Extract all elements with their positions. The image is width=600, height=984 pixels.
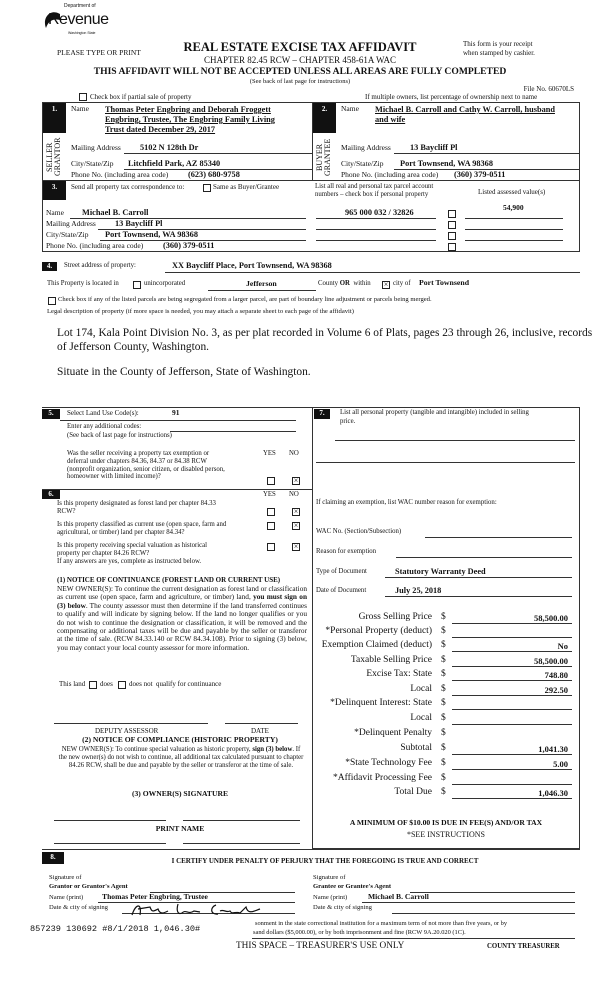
document-date-value[interactable]: July 25, 2018 bbox=[395, 586, 442, 595]
buyer-name-label: Name bbox=[341, 104, 359, 113]
grantee-signature-label: Signature of bbox=[313, 874, 346, 881]
fin-label: *Delinquent Interest: State bbox=[330, 698, 432, 708]
assessed-value[interactable]: 54,900 bbox=[503, 203, 524, 212]
multiple-owners-note: If multiple owners, list percentage of ownership next to name bbox=[365, 93, 538, 101]
fin-value-input[interactable]: No bbox=[452, 641, 572, 652]
logo-sub-text: Washington State bbox=[68, 31, 96, 35]
owner-signature-label: (3) OWNER(S) SIGNATURE bbox=[131, 789, 229, 798]
seller-phone[interactable]: (623) 680-9758 bbox=[188, 170, 240, 179]
revenue-logo bbox=[42, 3, 109, 38]
receipt-note-2: when stamped by cashier. bbox=[463, 49, 535, 57]
dollar-sign: $ bbox=[441, 640, 446, 650]
fin-label: Taxable Selling Price bbox=[350, 655, 432, 665]
forest-no-checkbox[interactable]: × bbox=[293, 507, 299, 516]
dollar-sign: $ bbox=[441, 713, 446, 723]
divider bbox=[124, 153, 312, 154]
buyer-phone-label: Phone No. (including area code) bbox=[341, 170, 439, 179]
seller-name-line-2[interactable]: Engbring, Trustee, The Engbring Family Living bbox=[105, 115, 275, 124]
yes-header: YES bbox=[263, 450, 276, 457]
qualifies-does-not-checkbox[interactable] bbox=[118, 681, 126, 689]
parcel-header-2: numbers – check box if personal property bbox=[315, 191, 429, 198]
partial-sale-label: Check box if partial sale of property bbox=[90, 93, 192, 101]
print-name-line-2[interactable] bbox=[183, 843, 300, 844]
see-instructions-note: *SEE INSTRUCTIONS bbox=[406, 830, 485, 839]
county-or-label: County OR within bbox=[318, 280, 371, 287]
additional-codes-label: Enter any additional codes: bbox=[67, 423, 142, 430]
tax-correspondence-name[interactable]: Michael B. Carroll bbox=[82, 208, 149, 217]
section-6-number: 6. bbox=[42, 490, 60, 499]
dollar-sign: $ bbox=[441, 626, 446, 636]
section-8-number: 8. bbox=[42, 852, 64, 864]
fin-label: Subtotal bbox=[400, 743, 432, 753]
unincorporated-label: unincorporated bbox=[144, 280, 186, 287]
no-header: NO bbox=[289, 450, 299, 457]
street-address-label: Street address of property: bbox=[64, 262, 136, 269]
print-name-line-1[interactable] bbox=[54, 843, 166, 844]
fin-label: Excise Tax: State bbox=[366, 669, 432, 679]
located-label: This Property is located in bbox=[47, 280, 119, 287]
county-value[interactable]: Jefferson bbox=[246, 279, 277, 288]
grantor-handwritten-signature bbox=[128, 901, 268, 919]
historical-yes-checkbox[interactable] bbox=[267, 543, 275, 551]
fin-label: *Personal Property (deduct) bbox=[325, 626, 432, 636]
assessor-date-label: DATE bbox=[251, 727, 269, 735]
see-back-note: (See back of last page for instructions) bbox=[249, 78, 351, 85]
legal-description-line-1[interactable]: Lot 174, Kala Point Division No. 3, as per plat recorded in Volume 6 of Plats, pages 23 through 26, inclusive, records bbox=[57, 327, 593, 339]
tax-mailing-address[interactable]: 13 Baycliff Pl bbox=[115, 219, 163, 228]
dollar-sign: $ bbox=[441, 655, 446, 665]
personal-property-checkbox-1[interactable] bbox=[448, 210, 456, 218]
dollar-sign: $ bbox=[441, 758, 446, 768]
form-chapter: CHAPTER 82.45 RCW – CHAPTER 458-61A WAC bbox=[204, 55, 396, 65]
dollar-sign: $ bbox=[441, 612, 446, 622]
assessed-header: Listed assessed value(s) bbox=[478, 188, 546, 196]
exemption-yes-checkbox[interactable] bbox=[267, 477, 275, 485]
forest-land-question: Is this property designated as forest land per chapter 84.33 RCW? bbox=[57, 500, 216, 515]
partial-sale-checkbox[interactable] bbox=[79, 93, 87, 101]
divider bbox=[252, 938, 575, 939]
same-as-buyer-label: Same as Buyer/Grantee bbox=[213, 183, 280, 191]
dollar-sign: $ bbox=[441, 698, 446, 708]
current-use-no-checkbox[interactable]: × bbox=[293, 521, 299, 530]
buyer-name-line-1[interactable]: Michael B. Carroll and Cathy W. Carroll, husband bbox=[375, 105, 555, 114]
seller-city-state-zip[interactable]: Litchfield Park, AZ 85340 bbox=[128, 159, 221, 168]
section-1-number: 1. bbox=[43, 103, 66, 133]
historical-no-checkbox[interactable]: × bbox=[293, 542, 299, 551]
yes-header: YES bbox=[263, 491, 276, 498]
section-7-number: 7. bbox=[314, 409, 330, 419]
grantor-signature-label: Signature of bbox=[49, 874, 82, 881]
file-number: File No. 60670LS bbox=[523, 85, 574, 93]
fin-label: Gross Selling Price bbox=[358, 612, 432, 622]
tax-name-label: Name bbox=[46, 208, 64, 217]
seller-name-line-3[interactable]: Trust dated December 29, 2017 bbox=[105, 125, 216, 134]
parcel-number[interactable]: 965 000 032 / 32826 bbox=[345, 208, 414, 217]
grantee-printed-name[interactable]: Michael B. Carroll bbox=[368, 892, 429, 901]
notice-compliance-title: (2) NOTICE OF COMPLIANCE (HISTORIC PROPERTY) bbox=[82, 735, 278, 744]
grantee-name-print-label: Name (print) bbox=[313, 894, 348, 901]
buyer-name-line-2[interactable]: and wife bbox=[375, 115, 406, 124]
owner-signature-line-1[interactable] bbox=[54, 820, 166, 821]
divider bbox=[60, 420, 296, 421]
buyer-phone[interactable]: (360) 379-0511 bbox=[454, 170, 506, 179]
current-use-question: Is this property classified as current use (open space, farm and agricultural, or timber) land per chapter 84.34? bbox=[57, 521, 227, 536]
grantor-date-city-label: Date & city of signing bbox=[49, 904, 108, 911]
dollar-sign: $ bbox=[441, 787, 446, 797]
seller-mail-label: Mailing Address bbox=[71, 143, 121, 152]
land-use-label: Select Land Use Code(s): bbox=[67, 409, 139, 417]
legal-description-line-2[interactable]: of Jefferson County, Washington. bbox=[57, 341, 209, 353]
fin-value-input[interactable]: 5.00 bbox=[452, 759, 572, 770]
fin-label: Local bbox=[410, 713, 432, 723]
notice-continuance-text: NEW OWNER(S): To continue the current designation as forest land or classification as current use (open space, farm and agriculture, or timber) land, you must sign on (3) below. The county assessor must then determine if the land transferred continues to qualify and will indicate by signing below. If the land no longer qualifies or you do not wish to continue the designation or classification, it will be removed and the compensating or additional taxes will be due and payable by the seller or transferor at the time of sale. (RCW 84.33.140 or RCW 84.34.108). Prior to signing (3) below, you may contact your local county assessor for more information. bbox=[57, 584, 307, 652]
receipt-note-1: This form is your receipt bbox=[463, 40, 533, 48]
send-to-label: Send all property tax correspondence to: bbox=[71, 183, 185, 191]
city-value[interactable]: Port Townsend bbox=[419, 278, 470, 287]
fin-value-input[interactable]: 58,500.00 bbox=[452, 656, 572, 667]
fin-label: *Affidavit Processing Fee bbox=[332, 773, 432, 783]
form-title: REAL ESTATE EXCISE TAX AFFIDAVIT bbox=[183, 40, 417, 54]
fin-value-input[interactable] bbox=[452, 714, 572, 725]
no-header: NO bbox=[289, 491, 299, 498]
does-label: does bbox=[100, 680, 113, 688]
personal-property-label-2: price. bbox=[340, 418, 356, 425]
qualifies-does-checkbox[interactable] bbox=[89, 681, 97, 689]
buyer-mailing-address[interactable]: 13 Baycliff Pl bbox=[410, 143, 458, 152]
land-use-code[interactable]: 91 bbox=[172, 408, 180, 417]
personal-property-line-1[interactable] bbox=[335, 440, 575, 441]
minimum-due-note: A MINIMUM OF $10.00 IS DUE IN FEE(S) AND/OR TAX bbox=[349, 818, 543, 827]
tax-phone-label: Phone No. (including area code) bbox=[46, 241, 144, 250]
perjury-note-line-1: sonment in the state correctional institution for a maximum term of not more than five years, or by bbox=[255, 920, 508, 927]
fin-value-input[interactable]: 292.50 bbox=[452, 685, 572, 696]
fin-value-input[interactable] bbox=[452, 699, 572, 710]
within-city-checkbox[interactable]: × bbox=[383, 280, 389, 289]
tax-phone[interactable]: (360) 379-0511 bbox=[163, 241, 215, 250]
unincorporated-checkbox[interactable] bbox=[133, 281, 141, 289]
dollar-sign: $ bbox=[441, 773, 446, 783]
wac-label: WAC No. (Section/Subsection) bbox=[316, 528, 402, 535]
divider bbox=[579, 407, 580, 848]
fin-value-input[interactable]: 748.80 bbox=[452, 670, 572, 681]
buyer-city-label: City/State/Zip bbox=[341, 159, 384, 168]
exemption-header: If claiming an exemption, list WAC number reason for exemption: bbox=[316, 499, 497, 506]
grantee-date-city-line[interactable] bbox=[392, 913, 575, 914]
county-treasurer-label: COUNTY TREASURER bbox=[487, 943, 560, 950]
city-of-label: city of bbox=[393, 280, 411, 287]
exemption-no-checkbox[interactable]: × bbox=[293, 476, 299, 485]
see-back-label: (See back of last page for instructions) bbox=[67, 432, 172, 439]
section-2-number: 2. bbox=[313, 103, 336, 133]
grantor-printed-name[interactable]: Thomas Peter Engbring, Trustee bbox=[102, 892, 208, 901]
legal-description-line-3[interactable]: Situate in the County of Jefferson, State of Washington. bbox=[57, 366, 311, 378]
exemption-reason-input[interactable] bbox=[396, 557, 572, 558]
section-4-number: 4. bbox=[42, 262, 57, 271]
divider bbox=[385, 596, 572, 597]
dollar-sign: $ bbox=[441, 684, 446, 694]
assessor-date-line[interactable] bbox=[225, 723, 298, 724]
document-type-label: Type of Document bbox=[316, 568, 367, 575]
tax-mail-label: Mailing Address bbox=[46, 219, 96, 228]
dollar-sign: $ bbox=[441, 743, 446, 753]
forest-yes-checkbox[interactable] bbox=[267, 508, 275, 516]
personal-property-line-2[interactable] bbox=[316, 462, 575, 463]
exemption-question: Was the seller receiving a property tax exemption or deferral under chapters 84.36, 84.37 or 84.38 RCW (nonprofit organization, senior citizen, or disabled person, homeowner with limited income)? bbox=[67, 450, 225, 481]
fin-label: Total Due bbox=[394, 787, 432, 797]
dollar-sign: $ bbox=[441, 728, 446, 738]
grantor-name-print-label: Name (print) bbox=[49, 894, 84, 901]
same-as-buyer-checkbox[interactable] bbox=[203, 184, 211, 192]
document-date-label: Date of Document bbox=[316, 587, 367, 594]
seller-phone-label: Phone No. (including area code) bbox=[71, 170, 169, 179]
additional-codes-input[interactable] bbox=[170, 431, 296, 432]
divider bbox=[42, 407, 580, 408]
grantee-agent-label: Grantee or Grantee's Agent bbox=[313, 883, 392, 890]
dollar-sign: $ bbox=[441, 669, 446, 679]
fin-label: Exemption Claimed (deduct) bbox=[321, 640, 432, 650]
section-5-number: 5. bbox=[42, 409, 60, 419]
logo-top-text: Department of bbox=[64, 3, 96, 9]
divider bbox=[394, 153, 580, 154]
personal-property-checkbox-2[interactable] bbox=[448, 221, 456, 229]
divider bbox=[312, 407, 313, 848]
divider bbox=[165, 272, 580, 273]
grantee-signature-line[interactable] bbox=[410, 892, 575, 893]
perjury-certification: I CERTIFY UNDER PENALTY OF PERJURY THAT THE FOREGOING IS TRUE AND CORRECT bbox=[171, 857, 479, 865]
notice-compliance-text: NEW OWNER(S): To continue special valuation as historic property, sign (3) below. If the new owner(s) do not wish to continue, all additional tax calculated pursuant to chapter 84.26 RCW, shall be due and payable by the seller or transferor at the time of sale. bbox=[58, 746, 304, 769]
segregated-checkbox[interactable] bbox=[48, 297, 56, 305]
fin-label: *State Technology Fee bbox=[345, 758, 432, 768]
divider bbox=[42, 180, 580, 181]
fin-value-input[interactable]: 1,046.30 bbox=[452, 788, 572, 799]
legal-description-label: Legal description of property (if more space is needed, you may attach a separate sheet to each page of the affidavit) bbox=[47, 308, 354, 315]
document-type-value[interactable]: Statutory Warranty Deed bbox=[395, 567, 486, 576]
divider bbox=[42, 849, 580, 850]
fin-value-input[interactable] bbox=[452, 627, 572, 638]
tax-city-label: City/State/Zip bbox=[46, 230, 89, 239]
grantor-agent-label: Grantor or Grantor's Agent bbox=[49, 883, 128, 890]
section-3-number: 3. bbox=[43, 181, 66, 200]
buyer-mail-label: Mailing Address bbox=[341, 143, 391, 152]
seller-name-line-1[interactable]: Thomas Peter Engbring and Deborah Froggett bbox=[105, 105, 271, 114]
reason-label: Reason for exemption bbox=[316, 548, 377, 555]
personal-property-label: List all personal property (tangible and intangible) included in selling bbox=[340, 409, 529, 416]
seller-mailing-address[interactable]: 5102 N 128th Dr bbox=[140, 143, 199, 152]
logo-main-text: Revenue bbox=[48, 11, 109, 28]
tax-city-state-zip[interactable]: Port Townsend, WA 98368 bbox=[105, 230, 198, 239]
divider bbox=[70, 218, 306, 219]
print-name-label: PRINT NAME bbox=[155, 824, 205, 833]
parcel-header: List all real and personal tax parcel account bbox=[315, 183, 434, 190]
owner-signature-line-2[interactable] bbox=[183, 820, 300, 821]
type-or-print-note: PLEASE TYPE OR PRINT bbox=[57, 48, 141, 57]
segregated-label: Check box if any of the listed parcels are being segregated from a larger parcel, are part of boundary line adjustment or parcels being merged. bbox=[58, 296, 432, 303]
personal-property-checkbox-3[interactable] bbox=[448, 232, 456, 240]
seller-name-label: Name bbox=[71, 104, 89, 113]
seller-grantor-label: SELLER GRANTOR bbox=[45, 137, 62, 177]
current-use-yes-checkbox[interactable] bbox=[267, 522, 275, 530]
fin-label: *Delinquent Penalty bbox=[354, 728, 432, 738]
fin-label: Local bbox=[410, 684, 432, 694]
grantee-date-city-label: Date & city of signing bbox=[313, 904, 372, 911]
seller-city-label: City/State/Zip bbox=[71, 159, 114, 168]
buyer-grantee-label: BUYER GRANTEE bbox=[315, 138, 332, 176]
deputy-assessor-label: DEPUTY ASSESSOR bbox=[95, 727, 159, 735]
divider bbox=[42, 489, 312, 490]
property-street-address[interactable]: XX Baycliff Place, Port Townsend, WA 98368 bbox=[172, 261, 332, 270]
fin-value-input[interactable]: 1,041.30 bbox=[452, 744, 572, 755]
treasurer-use-label: THIS SPACE – TREASURER'S USE ONLY bbox=[236, 941, 405, 951]
historical-question: Is this property receiving special valuation as historical property per chapter 84.26 RCW? If any answers are yes, complete as instructed below. bbox=[57, 542, 208, 565]
deputy-assessor-signature-line[interactable] bbox=[54, 723, 208, 724]
buyer-city-state-zip[interactable]: Port Townsend, WA 98368 bbox=[400, 159, 493, 168]
form-warning: THIS AFFIDAVIT WILL NOT BE ACCEPTED UNLESS ALL AREAS ARE FULLY COMPLETED bbox=[93, 66, 507, 77]
treasurer-receipt-stamp: 857239 130692 #8/1/2018 1,046.30# bbox=[30, 924, 201, 934]
perjury-note-line-2: sand dollars ($5,000.00), or by both imprisonment and fine (RCW 9A.20.020 (1C). bbox=[253, 929, 466, 936]
personal-property-checkbox-4[interactable] bbox=[448, 243, 456, 251]
fin-value-input[interactable]: 58,500.00 bbox=[452, 613, 572, 624]
this-land-label: This land bbox=[59, 680, 86, 688]
divider bbox=[208, 290, 316, 291]
divider bbox=[362, 902, 575, 903]
does-not-label: does not qualify for continuance bbox=[129, 680, 222, 688]
divider bbox=[385, 577, 572, 578]
notice-continuance-title: (1) NOTICE OF CONTINUANCE (FOREST LAND OR CURRENT USE) bbox=[57, 576, 281, 584]
wac-number-input[interactable] bbox=[425, 537, 572, 538]
fin-value-input[interactable] bbox=[452, 774, 572, 785]
